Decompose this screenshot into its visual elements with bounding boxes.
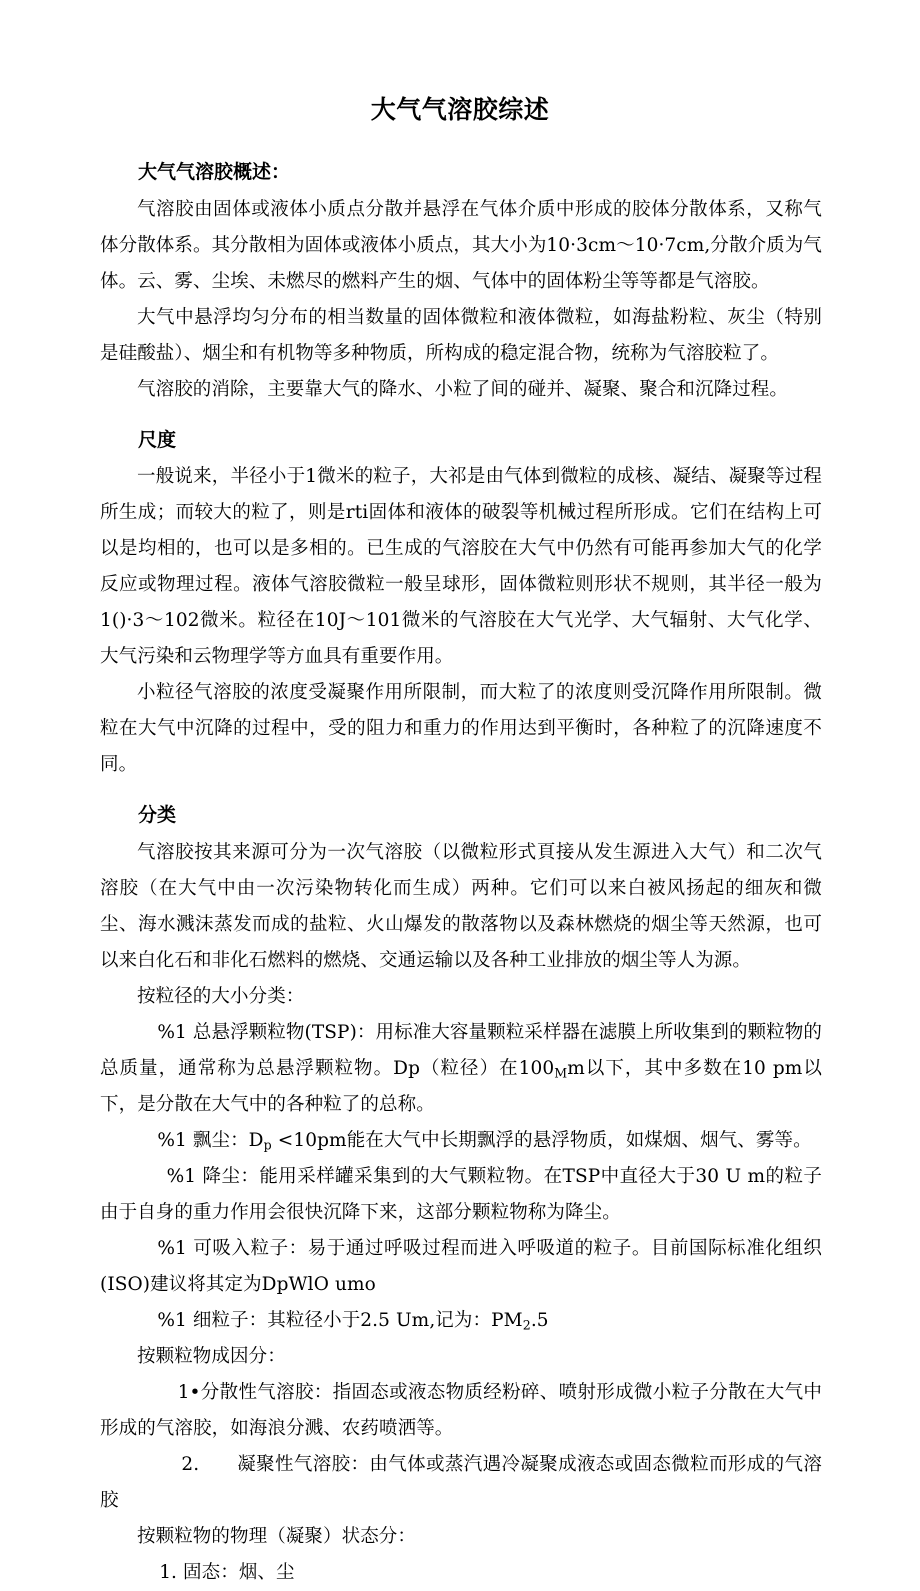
subscript: p	[263, 1137, 272, 1153]
paragraph: 气溶胶按其来源可分为一次气溶胶（以微粒形式頁接从发生源进入大气）和二次气溶胶（在大气中由一次污染物转化而生成）两种。它们可以来白被风扬起的细灰和微尘、海水溅沫蒸发而成的盐粒、火山爆发的散落物以及森林燃烧的烟尘等天然源，也可以来白化石和非化石燃料的燃烧、交通运输以及各种工业排放的烟尘等人为源。	[100, 841, 822, 971]
page-title: 大气气溶胶综述	[370, 94, 550, 124]
list-item-text: 可吸入粒子：易于通过呼吸过程而进入呼吸道的粒子。目前国际标准化组织(ISO)建议将其定为DpWlO umo	[100, 1237, 822, 1295]
list-item: 1•分散性气溶胶：指固态或液态物质经粉碎、喷射形成微小粒子分散在大气中形成的气溶胶，如海浪分溅、农药喷洒等。	[100, 1381, 822, 1439]
subsection-label-by-size: 按粒径的大小分类：	[137, 985, 305, 1007]
list-item	[100, 1159, 822, 1231]
list-item-text-tail: <10pm能在大气中长期飘浮的悬浮物质，如煤烟、烟气、雾等。	[271, 1129, 812, 1151]
list-item: 1. 固态：烟、尘	[159, 1561, 295, 1583]
paragraph: 气溶胶的消除，主要靠大气的降水、小粒了间的碰并、凝聚、聚合和沉降过程。	[137, 378, 789, 400]
paragraph: 小粒径气溶胶的浓度受凝聚作用所限制，而大粒了的浓度则受沉降作用所限制。微粒在大气中沉降的过程中，受的阻力和重力的作用达到平衡时，各种粒了的沉降速度不同。	[100, 682, 822, 776]
list-item-text: 降尘：能用采样罐采集到的大气颗粒物。在TSP中直径大于30 U m的粒子由于自身的重力作用会很快沉降下来，这部分颗粒物称为降尘。	[100, 1165, 822, 1223]
list-item-text: 总悬浮颗粒物(TSP)：用标准大容量颗粒采样器在滤膜上所收集到的颗粒物的总质量，通常称为总悬浮颗粒物。Dp（粒径）在100	[100, 1021, 822, 1079]
document-body	[100, 160, 822, 1591]
subscript: M	[554, 1065, 568, 1081]
subsection-label-by-state: 按颗粒物的物理（凝聚）状态分：	[137, 1525, 417, 1547]
list-marker: %1	[166, 1165, 197, 1187]
paragraph: 一般说来，半径小于1微米的粒子，大祁是由气体到微粒的成核、凝结、凝聚等过程所生成；而较大的粒了，则是rti固体和液体的破裂等机械过程所形成。它们在结构上可以是均相的，也可以是多相的。已生成的气溶胶在大气中仍然有可能再参加大气的化学反应或物理过程。液体气溶胶微粒一般呈球形，固体微粒则形状不规则，其半径一般为1()·3～102微米。粒径在10J～101微米的气溶胶在大气光学、大气辐射、大气化学、大气污染和云物理学等方血具有重要作用。	[100, 466, 822, 668]
section-heading-classification: 分类	[138, 804, 177, 827]
subscript: 2	[522, 1317, 531, 1333]
list-item	[100, 1123, 822, 1159]
list-marker: %1	[157, 1129, 187, 1151]
list-item	[100, 1303, 822, 1339]
list-item: 2. 凝聚性气溶胶：由气体或蒸汽遇冷凝聚成液态或固态微粒而形成的气溶胶	[100, 1453, 822, 1511]
subsection-label-by-cause: 按颗粒物成因分：	[137, 1345, 286, 1367]
list-item-text-tail: m以下，其中多数在10 pm以下，是分散在大气中的各种粒了的总称。	[100, 1057, 822, 1115]
list-item	[100, 1231, 822, 1303]
list-marker: %1	[157, 1237, 187, 1259]
paragraph: 大气中悬浮均匀分布的相当数量的固体微粒和液体微粒，如海盐粉粒、灰尘（特别是硅酸盐）、烟尘和有机物等多种物质，所构成的稳定混合物，统称为气溶胶粒了。	[100, 306, 822, 364]
list-marker: %1	[157, 1309, 187, 1331]
list-item-text: 飘尘：D	[186, 1129, 264, 1151]
list-marker: %1	[157, 1021, 187, 1043]
section-heading-overview: 大气气溶胶概述：	[138, 161, 291, 183]
list-item	[100, 1015, 822, 1123]
paragraph: 气溶胶由固体或液体小质点分散并悬浮在气体介质中形成的胶体分散体系，又称气体分散体系。其分散相为固体或液体小质点，其大小为10·3cm～10·7cm,分散介质为气体。云、雾、尘埃、未燃尽的燃料产生的烟、气体中的固体粉尘等等都是气溶胶。	[100, 198, 822, 292]
section-spacer	[100, 783, 822, 803]
list-item-text-tail: .5	[530, 1309, 549, 1331]
section-heading-scale: 尺度	[138, 428, 177, 451]
section-spacer	[100, 408, 822, 428]
list-item-text: 细粒子：其粒径小于2.5 Um,记为：PM	[186, 1309, 523, 1331]
